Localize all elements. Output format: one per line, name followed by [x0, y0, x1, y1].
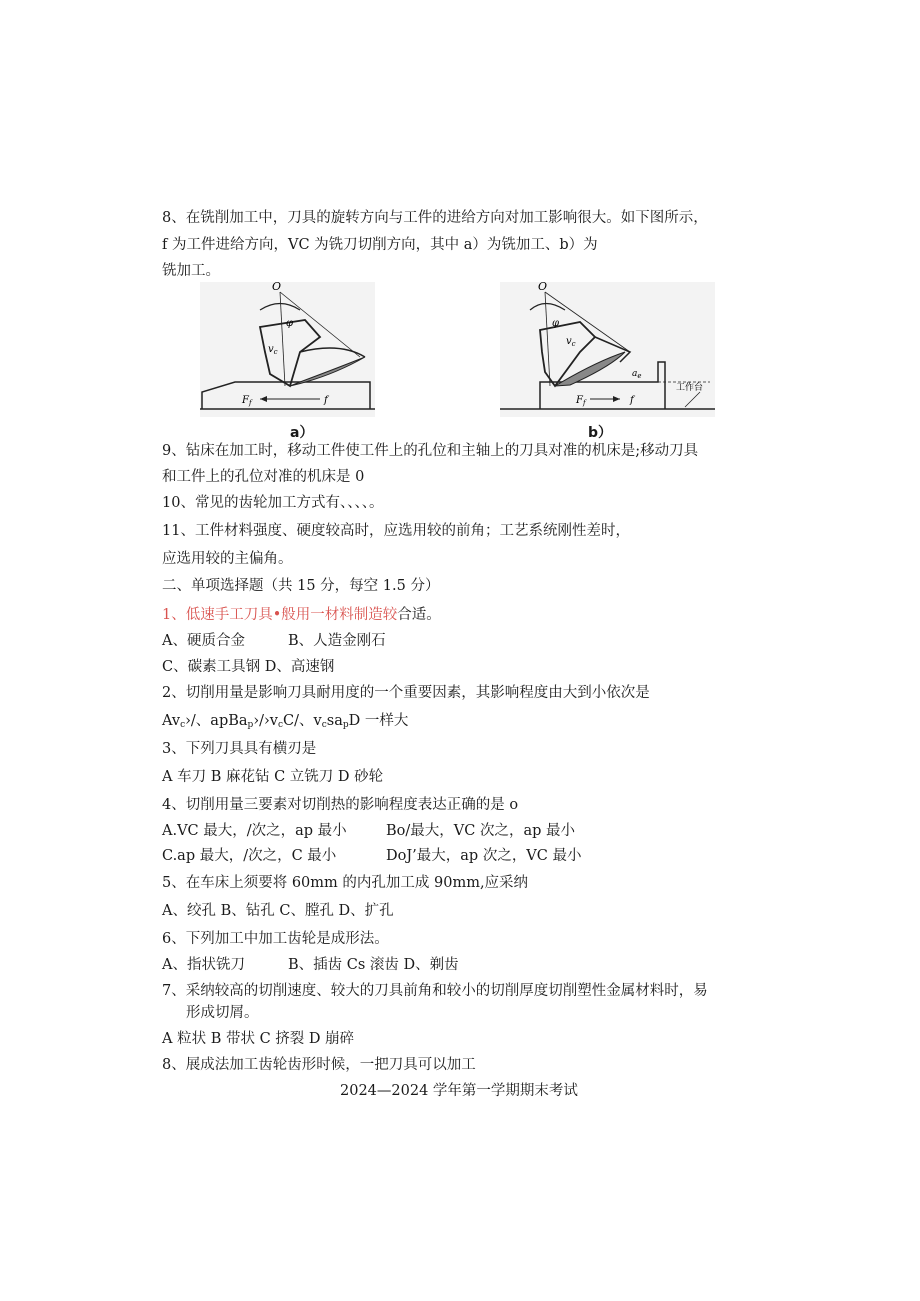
- s7-question-line2: 形成切屑。: [186, 1005, 259, 1021]
- milling-figure-b: [500, 282, 715, 442]
- milling-diagram-b: [500, 282, 715, 417]
- s4-option-b: Bo/最大，VC 次之，ap 最小: [386, 823, 575, 839]
- q9-line1: 9、钻床在加工时，移动工件使工件上的孔位和主轴上的刀具对准的机床是;移动刀具: [162, 443, 699, 459]
- s7-options: A 粒状 B 带状 C 挤裂 D 崩碎: [162, 1031, 355, 1047]
- fig-a-phi-symbol: φ: [286, 318, 294, 329]
- fig-a-o-symbol: O: [272, 282, 282, 293]
- milling-diagram-a: [200, 282, 375, 417]
- q11-line1: 11、工件材料强度、硬度较高时，应选用较的前角；工艺系统刚性差时，: [162, 523, 630, 539]
- s1-question: [162, 606, 441, 624]
- q8-line3: 铣加工。: [162, 263, 220, 279]
- q10-line: 10、常见的齿轮加工方式有、、、、。: [162, 495, 384, 511]
- s3-question: 3、下列刀具具有横刃是: [162, 741, 317, 757]
- s4-options-row1: [162, 822, 575, 840]
- milling-figure-a: [200, 282, 375, 442]
- s6-options: [162, 956, 459, 974]
- fig-a-vc-symbol: $v_c$: [268, 344, 278, 356]
- s4-option-d: DoJ’最大，ap 次之，VC 最小: [386, 848, 582, 864]
- s7-question-line1: 7、采纳较高的切削速度、较大的刀具前角和较小的切削厚度切削塑性金属材料时，易: [162, 983, 708, 999]
- s3-options: A 车刀 B 麻花钻 C 立铣刀 D 砂轮: [162, 769, 384, 785]
- figure-b-label: b）: [588, 425, 613, 441]
- s1-options-row1: [162, 632, 386, 650]
- fig-b-vc-symbol: $v_c$: [566, 336, 576, 348]
- s4-question: 4、切削用量三要素对切削热的影响程度表达正确的是 o: [162, 797, 519, 813]
- s6-option-bcd: B、插齿 Cs 滚齿 D、剃齿: [288, 957, 459, 973]
- s4-option-c: C.ap 最大，/次之，C 最小: [162, 848, 337, 864]
- s4-option-a: A.VC 最大，/次之，ap 最小: [162, 823, 347, 839]
- page-footer: 2024—2024 学年第一学期期末考试: [340, 1083, 578, 1099]
- fig-b-ff-symbol: $F_f$: [576, 395, 586, 407]
- s1-option-b: B、人造金刚石: [288, 633, 386, 649]
- s4-options-row2: [162, 847, 582, 865]
- q8-line1: 8、在铣削加工中，刀具的旋转方向与工件的进给方向对加工影响很大。如下图所示，: [162, 210, 708, 226]
- fig-b-ae-symbol: $a_e$: [632, 369, 642, 380]
- s1-options-row2: C、碳素工具钢 D、高速钢: [162, 659, 335, 675]
- fig-b-phi-symbol: φ: [552, 318, 560, 329]
- fig-b-workbench-label: 工作台: [676, 383, 704, 393]
- s8-question: 8、展成法加工齿轮齿形时候，一把刀具可以加工: [162, 1057, 476, 1073]
- q9-line2: 和工件上的孔位对准的机床是 0: [162, 469, 365, 485]
- s5-options: A、绞孔 B、钻孔 C、膛孔 D、扩孔: [162, 903, 394, 919]
- s5-question: 5、在车床上须要将 60mm 的内孔加工成 90mm,应采纳: [162, 875, 529, 891]
- s2-options: $Av_c›/$、$apBa_p›/›v_cC/$、$v_csa_pD$ 一样大: [162, 713, 409, 730]
- fig-b-f-symbol: f: [630, 395, 634, 406]
- s1-question-tail: 合适。: [397, 607, 441, 623]
- q8-line2: f 为工件进给方向，VC 为铣刀切削方向，其中 a）为铣加工、b）为: [162, 237, 598, 253]
- figure-a-label: a）: [290, 425, 314, 441]
- s1-question-highlight: 1、低速手工刀具•般用一材料制造较: [162, 607, 398, 623]
- fig-a-ff-symbol: $F_f$: [242, 395, 252, 407]
- s2-question: 2、切削用量是影响刀具耐用度的一个重要因素，其影响程度由大到小依次是: [162, 685, 650, 701]
- fig-a-f-symbol: f: [324, 395, 328, 406]
- s1-option-a: A、硬质合金: [162, 633, 245, 649]
- section2-heading: 二、单项选择题（共 15 分，每空 1.5 分）: [162, 578, 440, 594]
- q11-line2: 应选用较的主偏角。: [162, 551, 293, 567]
- fig-b-o-symbol: O: [538, 282, 548, 293]
- s6-option-a: A、指状铣刀: [162, 957, 245, 973]
- s6-question: 6、下列加工中加工齿轮是成形法。: [162, 931, 389, 947]
